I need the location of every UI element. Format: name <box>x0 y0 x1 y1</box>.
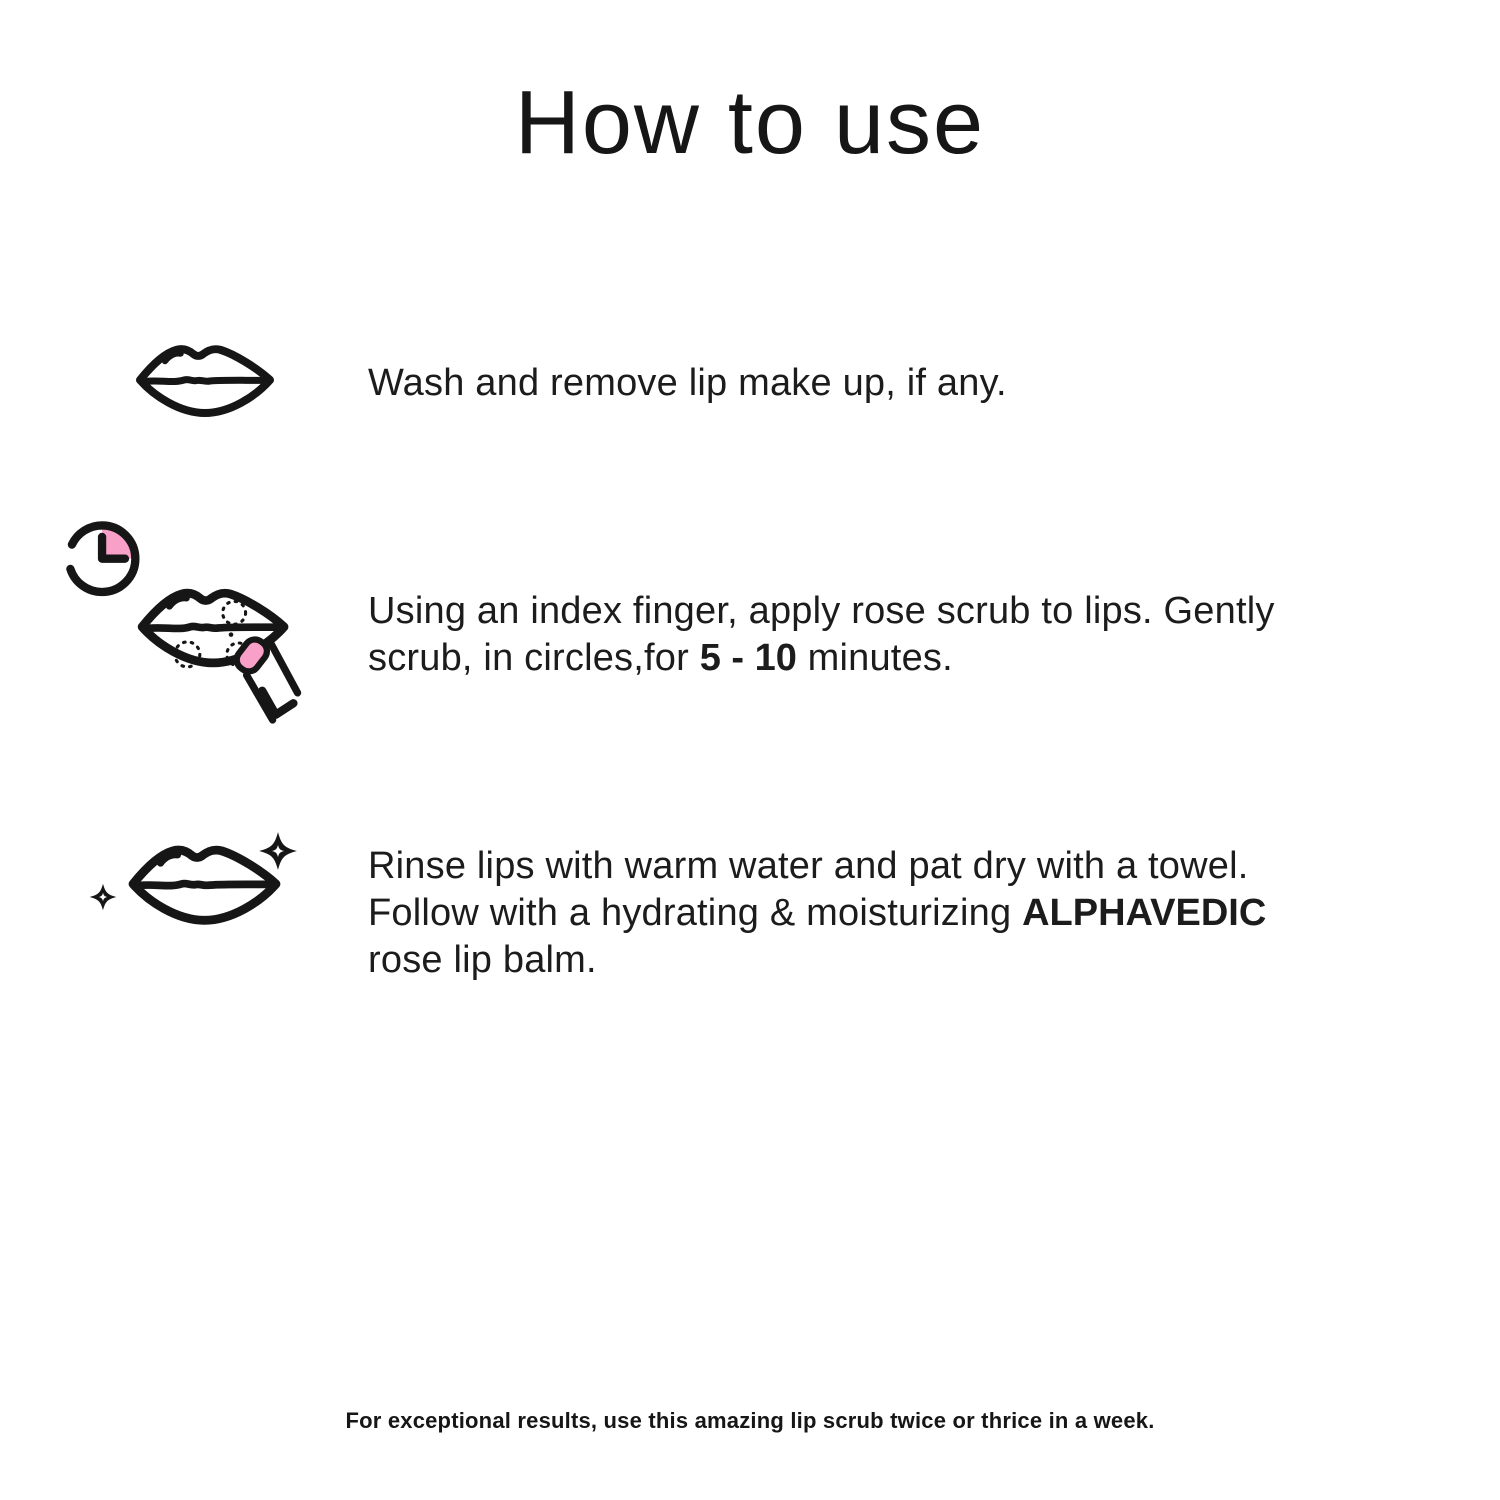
step-3-text <box>368 843 1266 984</box>
timer-quarter-icon <box>69 525 136 592</box>
step-1-text <box>368 360 1007 407</box>
step-3-line-2: Follow with a hydrating & moisturizing ALPHAVEDIC <box>368 892 1267 934</box>
sparkle-icon-small <box>90 884 117 911</box>
step-3-line-1: Rinse lips with warm water and pat dry with a towel. <box>368 845 1249 887</box>
step-2-line-1: Using an index finger, apply rose scrub to lips. Gently <box>368 590 1275 632</box>
sparkle-icon-large <box>259 832 297 870</box>
footer-note: For exceptional results, use this amazing lip scrub twice or thrice in a week. <box>345 1408 1155 1433</box>
lips-icon <box>130 330 280 430</box>
lips-scrub-finger-icon <box>56 514 301 722</box>
step-2-text <box>368 588 1275 682</box>
finger-pink-nail <box>233 635 298 720</box>
step-1-line-1: Wash and remove lip make up, if any. <box>368 362 1007 404</box>
page-title: How to use <box>514 73 986 173</box>
sparkling-lips-icon <box>78 810 310 970</box>
step-2-line-2: scrub, in circles,for 5 - 10 minutes. <box>368 637 953 679</box>
step-3-line-3: rose lip balm. <box>368 939 597 981</box>
